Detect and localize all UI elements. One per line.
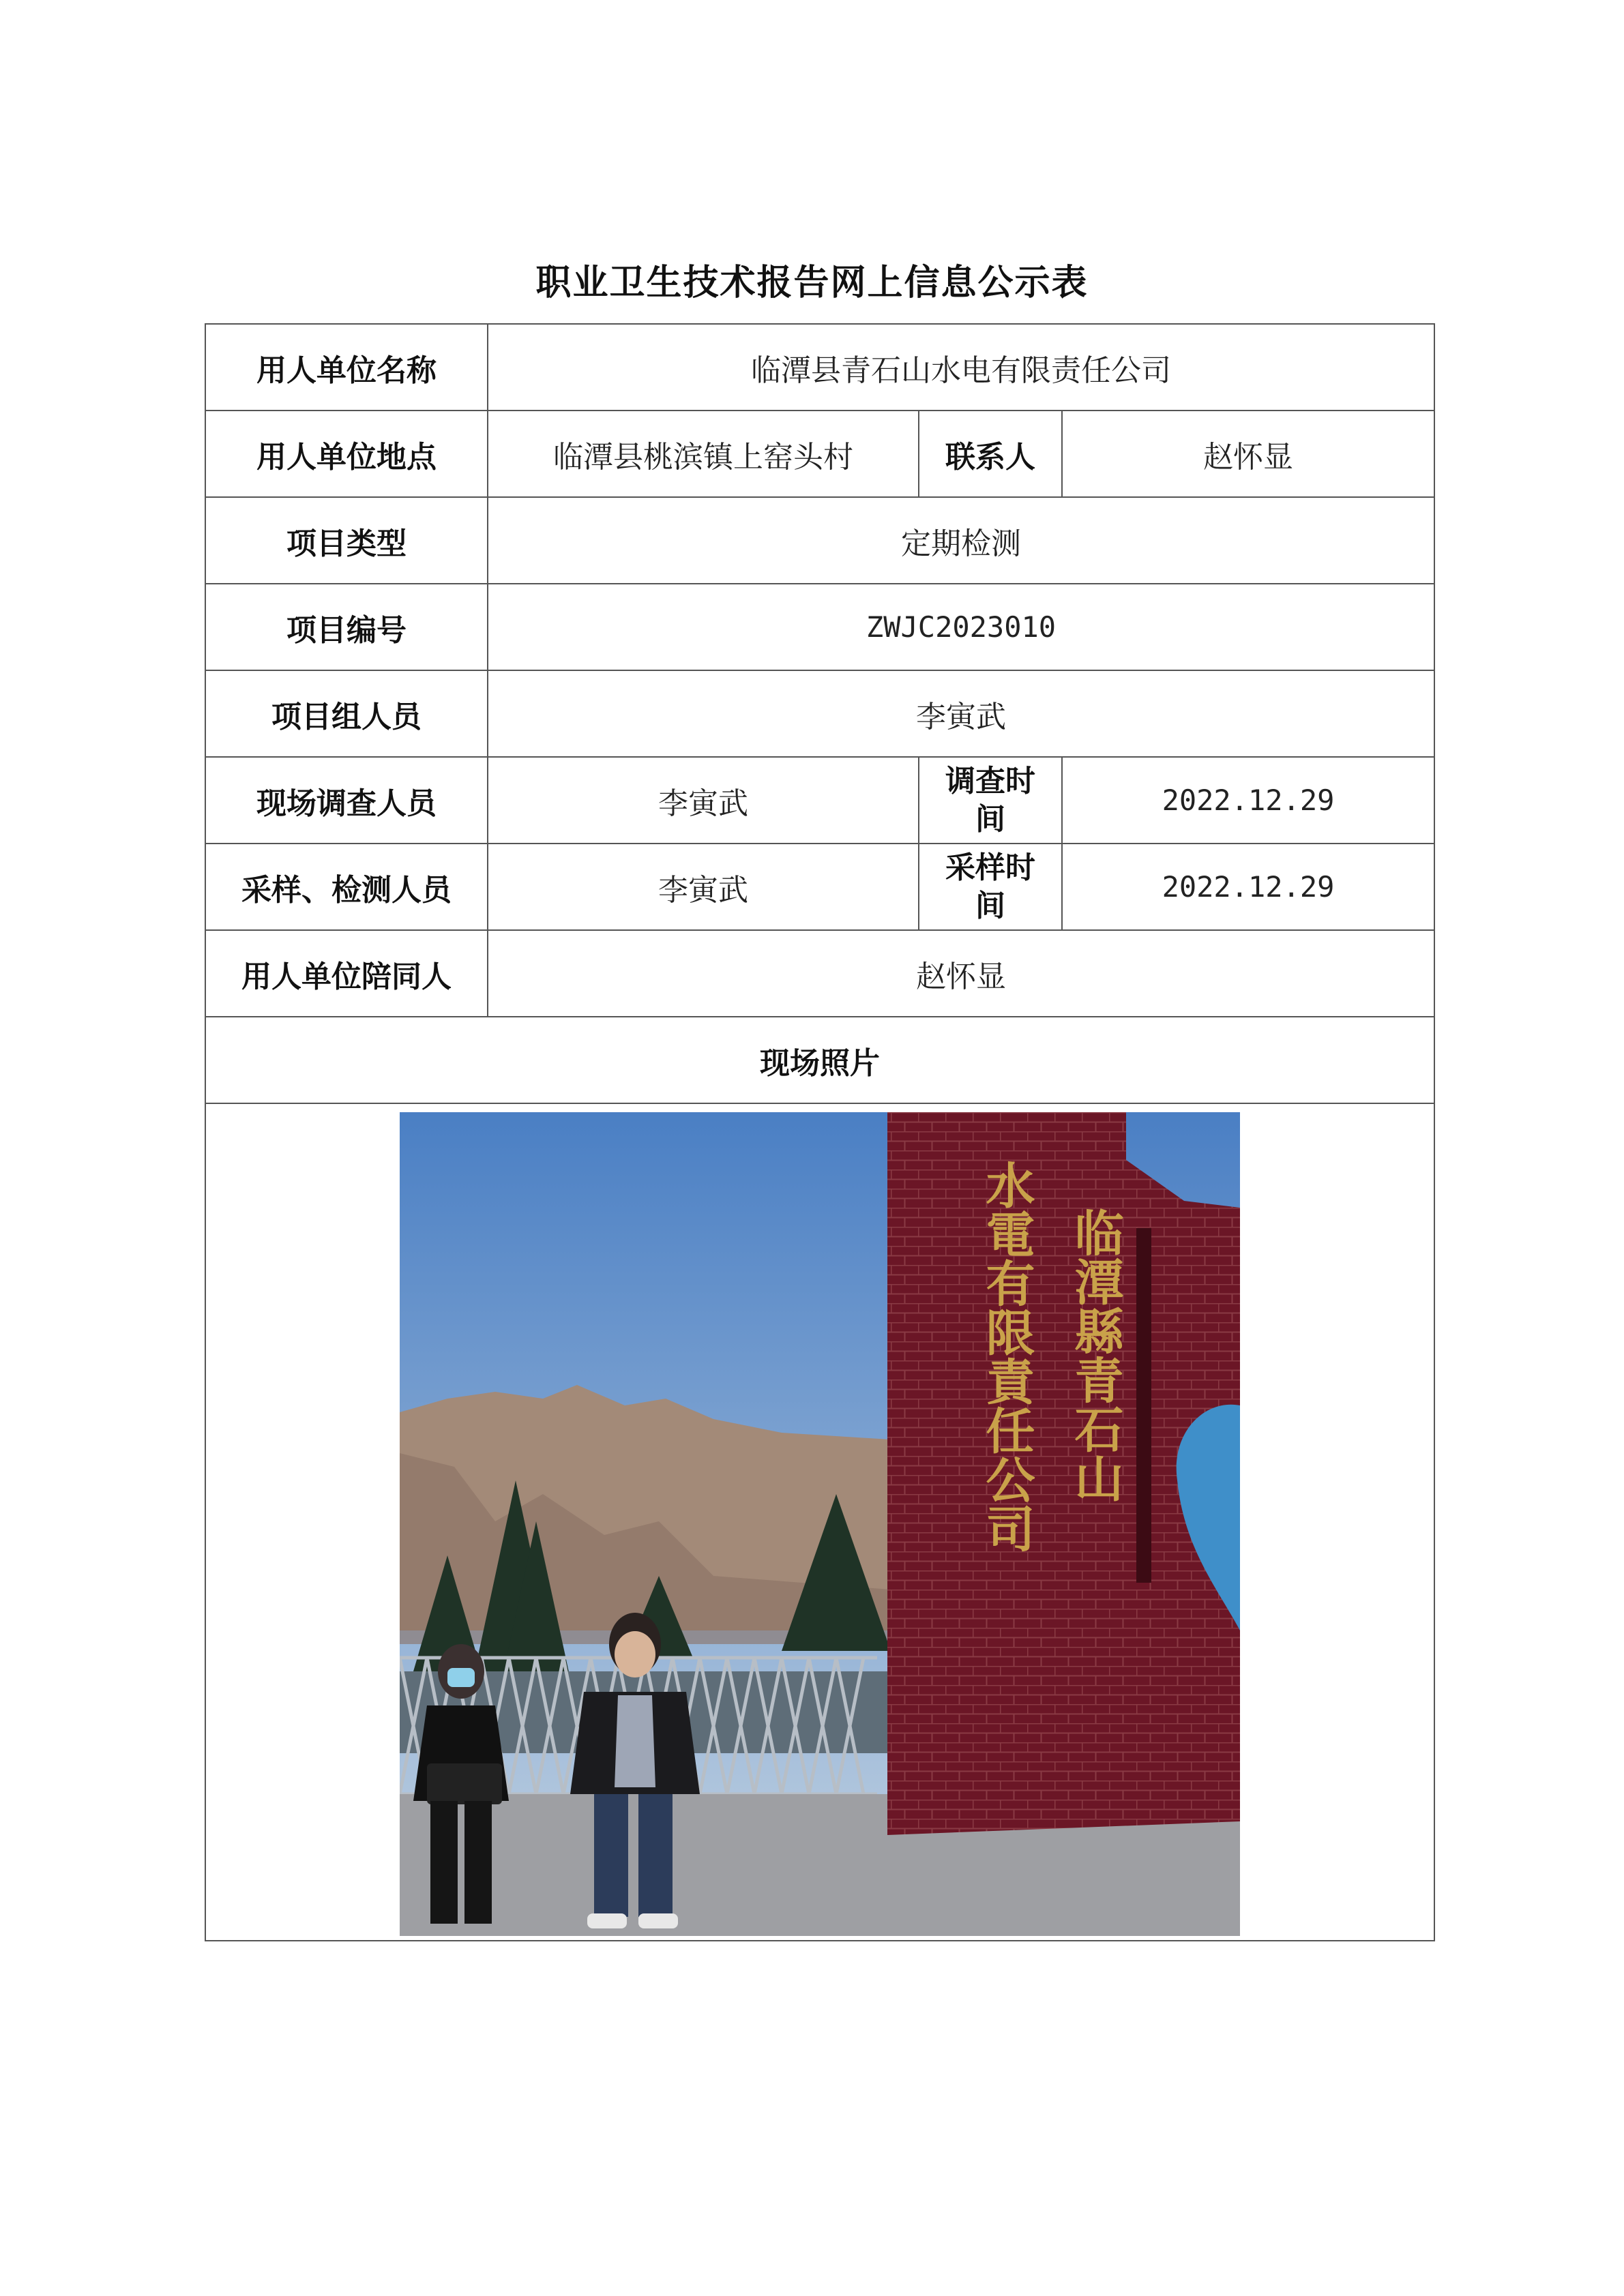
project-type-value: 定期检测 bbox=[488, 497, 1434, 584]
site-photo-heading: 现场照片 bbox=[205, 1017, 1434, 1103]
sampling-staff-label: 采样、检测人员 bbox=[205, 844, 488, 930]
sampling-time-value: 2022.12.29 bbox=[1062, 844, 1434, 930]
contact-label: 联系人 bbox=[919, 411, 1062, 497]
site-photo-cell bbox=[205, 1103, 1434, 1941]
escort-value: 赵怀显 bbox=[488, 930, 1434, 1017]
survey-time-label: 调查时 间 bbox=[919, 757, 1062, 844]
employer-name-label: 用人单位名称 bbox=[205, 324, 488, 411]
page-title: 职业卫生技术报告网上信息公示表 bbox=[535, 263, 1089, 303]
contact-value: 赵怀显 bbox=[1062, 411, 1434, 497]
site-photo bbox=[400, 1112, 1240, 1936]
info-table bbox=[205, 323, 1435, 1941]
survey-time-value: 2022.12.29 bbox=[1062, 757, 1434, 844]
project-members-label: 项目组人员 bbox=[205, 670, 488, 757]
project-members-value: 李寅武 bbox=[488, 670, 1434, 757]
employer-location-label: 用人单位地点 bbox=[205, 411, 488, 497]
employer-name-value: 临潭县青石山水电有限责任公司 bbox=[488, 324, 1434, 411]
sampling-time-label: 采样时 间 bbox=[919, 844, 1062, 930]
sampling-staff-value: 李寅武 bbox=[488, 844, 919, 930]
sign-right-column: 临潭縣青石山 bbox=[1066, 1208, 1125, 1502]
project-number-value: ZWJC2023010 bbox=[488, 584, 1434, 670]
sign-left-column: 水電有限責任公司 bbox=[977, 1160, 1036, 1553]
survey-staff-label: 现场调查人员 bbox=[205, 757, 488, 844]
escort-label: 用人单位陪同人 bbox=[205, 930, 488, 1017]
project-number-label: 项目编号 bbox=[205, 584, 488, 670]
project-type-label: 项目类型 bbox=[205, 497, 488, 584]
employer-location-value: 临潭县桃滨镇上窑头村 bbox=[488, 411, 919, 497]
survey-staff-value: 李寅武 bbox=[488, 757, 919, 844]
